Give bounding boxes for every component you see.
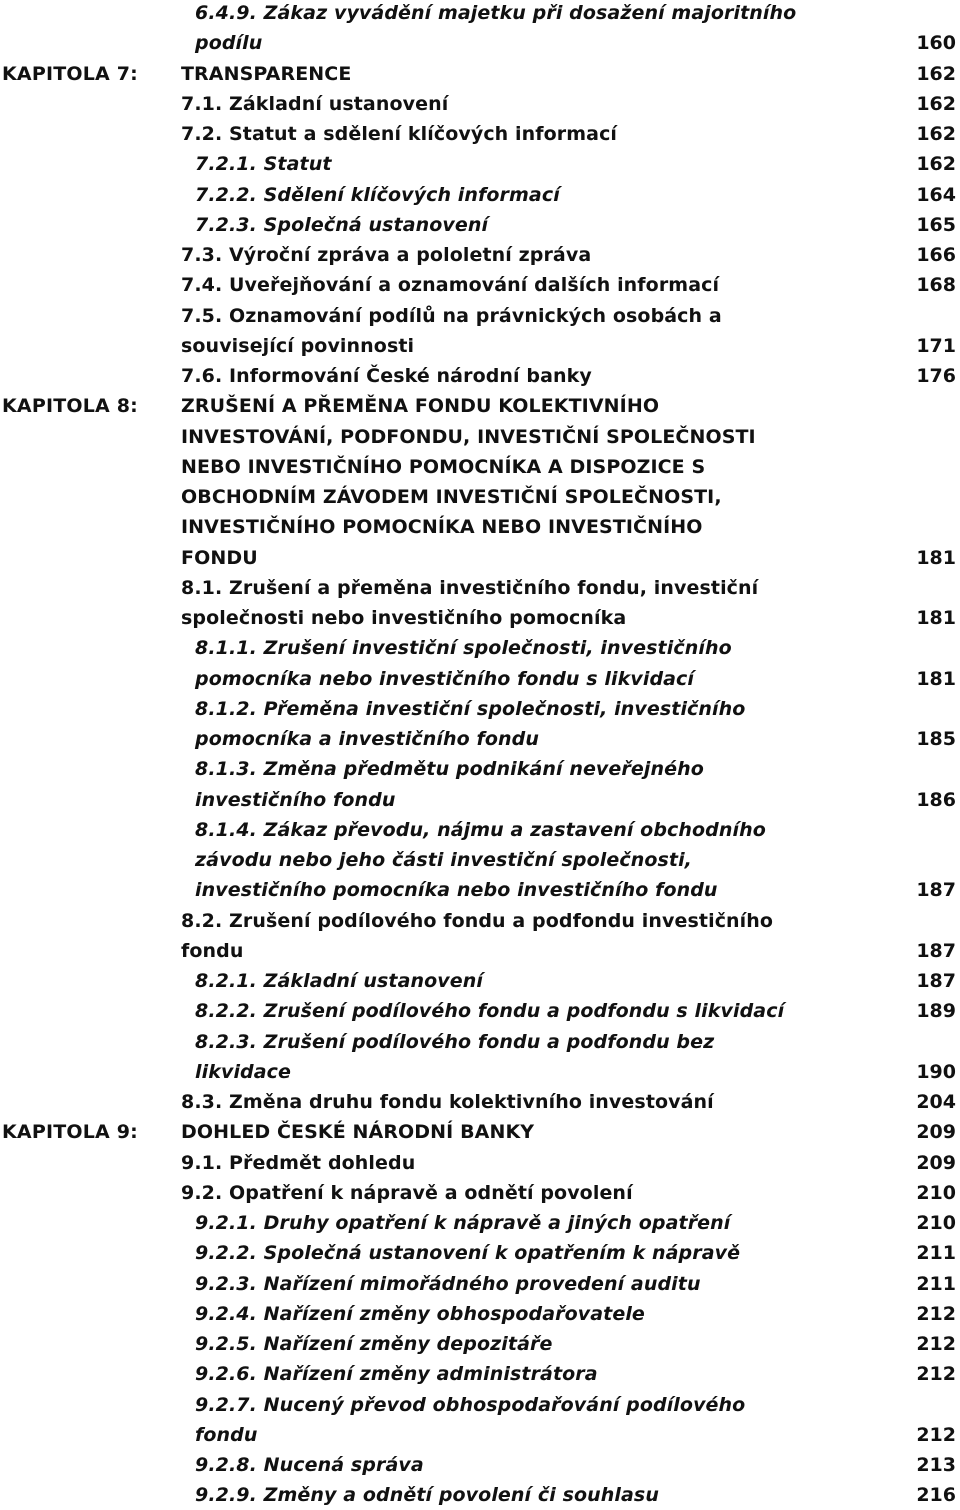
toc-page-number: 209 [916,1151,956,1174]
toc-entry-line [0,89,960,119]
toc-entry-line [0,1208,960,1238]
toc-page-number: 212 [916,1333,956,1355]
toc-entry-line [0,1178,960,1208]
toc-entry-line [0,936,960,966]
toc-page-number: 162 [916,62,956,85]
toc-entry-title: likvidace [195,1060,292,1083]
toc-page-number: 187 [916,970,956,992]
toc-entry-line [0,1450,960,1480]
toc-entry-title: 7.2. Statut a sdělení klíčových informací [181,123,618,145]
toc-page-number: 187 [916,939,956,962]
toc-entry-line [0,59,960,89]
toc-page-number: 181 [916,546,956,569]
toc-entry-line [0,724,960,754]
toc-entry-title: 8.1.2. Přeměna investiční společnosti, investičního [195,697,746,720]
toc-entry-line [0,1087,960,1117]
toc-page-number: 168 [916,274,956,297]
toc-entry-title: 8.2.2. Zrušení podílového fondu a podfondu s likvidací [195,1000,785,1023]
toc-entry-title: 7.4. Uveřejňování a oznamování dalších informací [181,274,720,297]
toc-entry-title: fondu [195,1423,258,1446]
toc-entry-title: investičního fondu [195,788,396,811]
toc-entry-title: DOHLED ČESKÉ NÁRODNÍ BANKY [181,1121,535,1144]
toc-entry-line [0,240,960,270]
toc-entry-line [0,875,960,905]
toc-entry-line [0,270,960,300]
toc-entry-title: ZRUŠENÍ A PŘEMĚNA FONDU KOLEKTIVNÍHO [181,395,660,418]
toc-page-number: 211 [916,1272,956,1295]
toc-entry-line [0,1148,960,1178]
toc-page-number: 176 [916,365,956,387]
chapter-label: KAPITOLA 7: [2,62,138,85]
toc-entry-title: 7.5. Oznamování podílů na právnických osobách a [181,304,722,327]
toc-entry-line [0,785,960,815]
toc-entry-line [0,149,960,179]
toc-entry-title: 9.2.6. Nařízení změny administrátora [195,1363,598,1386]
toc-entry-title: INVESTIČNÍHO POMOCNÍKA NEBO INVESTIČNÍHO [181,516,703,539]
toc-entry-line [0,815,960,845]
toc-entry-line [0,1329,960,1359]
toc-entry-title: 9.2.5. Nařízení změny depozitáře [195,1333,553,1355]
toc-page-number: 181 [916,607,956,629]
toc-entry-title: 8.1.4. Zákaz převodu, nájmu a zastavení obchodního [195,818,766,841]
toc-entry-line [0,754,960,784]
toc-page-number: 210 [916,1212,956,1234]
toc-entry-line [0,210,960,240]
toc-entry-line [0,422,960,452]
toc-page-number: 216 [916,1484,956,1507]
toc-page-number: 160 [916,32,956,55]
toc-entry-title: INVESTOVÁNÍ, PODFONDU, INVESTIČNÍ SPOLEČNOSTI [181,425,756,448]
toc-entry-title: související povinnosti [181,334,415,357]
toc-entry-title: 8.1.3. Změna předmětu podnikání neveřejného [195,758,704,781]
toc-entry-title: 9.2.4. Nařízení změny obhospodařovatele [195,1302,645,1325]
toc-page-number: 162 [916,153,956,176]
toc-entry-line [0,603,960,633]
toc-page-number: 190 [916,1060,956,1083]
chapter-label: KAPITOLA 9: [2,1121,138,1144]
toc-page-number: 185 [916,728,956,750]
toc-entry-title: 6.4.9. Zákaz vyvádění majetku při dosažení majoritního [195,2,797,24]
toc-page-number: 204 [916,1091,956,1113]
toc-entry-line [0,301,960,331]
toc-entry-title: 9.2.2. Společná ustanovení k opatřením k nápravě [195,1242,741,1265]
toc-entry-title: OBCHODNÍM ZÁVODEM INVESTIČNÍ SPOLEČNOSTI, [181,486,722,508]
toc-entry-title: pomocníka a investičního fondu [195,728,539,750]
toc-page-number: 210 [916,1181,956,1204]
toc-entry-title: 7.2.2. Sdělení klíčových informací [195,183,560,206]
toc-page-number: 212 [916,1423,956,1446]
toc-entry-line [0,331,960,361]
toc-entry-line [0,966,960,996]
toc-entry-title: TRANSPARENCE [181,62,352,85]
toc-page-number: 209 [916,1121,956,1144]
toc-entry-line [0,664,960,694]
toc-entry-line [0,452,960,482]
toc-page-number: 164 [916,183,956,206]
toc-page-number: 162 [916,92,956,115]
toc-entry-line [0,1420,960,1450]
toc-entry-title: 8.2. Zrušení podílového fondu a podfondu investičního [181,909,774,932]
toc-page-number: 212 [916,1363,956,1386]
toc-entry-title: podílu [195,32,263,55]
toc-page-number: 212 [916,1302,956,1325]
toc-page-number: 189 [916,1000,956,1023]
chapter-label: KAPITOLA 8: [2,395,138,418]
toc-entry-title: NEBO INVESTIČNÍHO POMOCNÍKA A DISPOZICE S [181,455,706,478]
toc-entry-title: 7.2.1. Statut [195,153,332,176]
toc-entry-line [0,1299,960,1329]
toc-entry-title: pomocníka nebo investičního fondu s likvidací [195,667,695,690]
toc-entry-line [0,391,960,421]
toc-entry-title: 7.2.3. Společná ustanovení [195,213,489,236]
toc-entry-title: FONDU [181,546,258,569]
toc-entry-line [0,1117,960,1147]
toc-entry-title: 9.2. Opatření k nápravě a odnětí povolení [181,1181,633,1204]
toc-entry-line [0,543,960,573]
toc-entry-line [0,1238,960,1268]
toc-entry-line [0,633,960,663]
toc-page-number: 211 [916,1242,956,1265]
toc-entry-title: 9.2.1. Druhy opatření k nápravě a jiných opatření [195,1212,731,1234]
toc-entry-title: 9.2.7. Nucený převod obhospodařování podílového [195,1393,746,1416]
toc-page-number: 213 [916,1454,956,1476]
toc-entry-title: 8.1.1. Zrušení investiční společnosti, investičního [195,637,732,660]
toc-entry-line [0,482,960,512]
toc-entry-title: 9.2.8. Nucená správa [195,1454,424,1476]
toc-entry-title: 9.2.9. Změny a odnětí povolení či souhlasu [195,1484,659,1507]
toc-entry-line [0,573,960,603]
toc-entry-line [0,119,960,149]
toc-entry-line [0,1480,960,1510]
toc-page-number: 186 [916,788,956,811]
toc-entry-title: 8.2.1. Základní ustanovení [195,970,483,992]
toc-entry-title: fondu [181,939,244,962]
toc-entry-title: 7.3. Výroční zpráva a pololetní zpráva [181,244,592,266]
toc-entry-line [0,28,960,58]
toc-entry-title: 7.1. Základní ustanovení [181,92,449,115]
toc-page-number: 162 [916,123,956,145]
toc-page-number: 171 [916,334,956,357]
toc-entry-line [0,845,960,875]
toc-entry-line [0,1359,960,1389]
toc-entry-line [0,361,960,391]
toc-entry-title: 8.1. Zrušení a přeměna investičního fondu, investiční [181,576,759,599]
toc-entry-line [0,0,960,28]
toc-entry-title: 8.2.3. Zrušení podílového fondu a podfondu bez [195,1030,715,1053]
toc-entry-line [0,180,960,210]
toc-entry-title: 9.1. Předmět dohledu [181,1151,416,1174]
toc-entry-line [0,1390,960,1420]
toc-entry-title: závodu nebo jeho části investiční společnosti, [195,849,692,871]
toc-page-number: 165 [916,213,956,236]
toc-page-number: 181 [916,667,956,690]
toc-page-number: 166 [916,244,956,266]
toc-entry-line [0,906,960,936]
toc-entry-title: 9.2.3. Nařízení mimořádného provedení auditu [195,1272,701,1295]
toc-entry-line [0,1027,960,1057]
toc-entry-line [0,512,960,542]
toc-entry-title: společnosti nebo investičního pomocníka [181,607,627,629]
toc-entry-title: 8.3. Změna druhu fondu kolektivního investování [181,1091,714,1113]
toc-page-number: 187 [916,879,956,902]
toc-entry-line [0,694,960,724]
toc-entry-line [0,1057,960,1087]
toc-entry-line [0,1269,960,1299]
toc-entry-title: investičního pomocníka nebo investičního fondu [195,879,718,902]
toc-entry-line [0,996,960,1026]
toc-entry-title: 7.6. Informování České národní banky [181,365,592,387]
